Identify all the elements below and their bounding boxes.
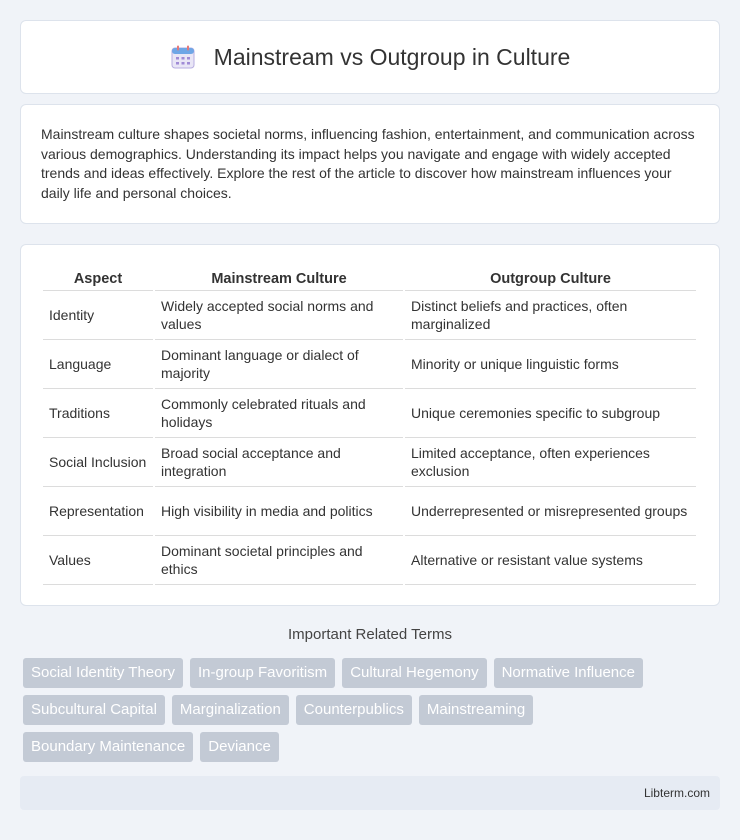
table-cell: Values xyxy=(43,536,153,585)
related-term-tag[interactable]: Boundary Maintenance xyxy=(23,732,193,762)
table-header-row xyxy=(43,265,696,291)
table-cell: Distinct beliefs and practices, often marginalized xyxy=(405,291,696,340)
table-row xyxy=(43,340,696,389)
table-cell: Language xyxy=(43,340,153,389)
header-card xyxy=(20,20,720,94)
table-cell: Underrepresented or misrepresented groups xyxy=(405,487,696,536)
related-term-tag[interactable]: Counterpublics xyxy=(296,695,412,725)
table-cell: Widely accepted social norms and values xyxy=(155,291,403,340)
table-cell: Limited acceptance, often experiences exclusion xyxy=(405,438,696,487)
related-term-tag[interactable]: Deviance xyxy=(200,732,279,762)
comparison-table xyxy=(41,265,698,585)
table-row xyxy=(43,487,696,536)
intro-card xyxy=(20,104,720,224)
column-header: Mainstream Culture xyxy=(155,265,403,291)
table-cell: Traditions xyxy=(43,389,153,438)
related-term-tag[interactable]: Marginalization xyxy=(172,695,289,725)
table-row xyxy=(43,536,696,585)
related-term-tag[interactable]: Social Identity Theory xyxy=(23,658,183,688)
table-row xyxy=(43,389,696,438)
table-cell: Dominant societal principles and ethics xyxy=(155,536,403,585)
related-term-tag[interactable]: Mainstreaming xyxy=(419,695,533,725)
table-cell: Identity xyxy=(43,291,153,340)
table-cell: Dominant language or dialect of majority xyxy=(155,340,403,389)
table-row xyxy=(43,438,696,487)
related-terms-list xyxy=(23,658,713,769)
table-cell: Unique ceremonies specific to subgroup xyxy=(405,389,696,438)
table-cell: Social Inclusion xyxy=(43,438,153,487)
footer-site-link[interactable]: Libterm.com xyxy=(643,786,710,800)
related-term-tag[interactable]: Subcultural Capital xyxy=(23,695,165,725)
calendar-icon xyxy=(170,44,196,70)
table-cell: Representation xyxy=(43,487,153,536)
table-cell: Alternative or resistant value systems xyxy=(405,536,696,585)
related-terms-title: Important Related Terms xyxy=(288,626,452,643)
table-cell: Commonly celebrated rituals and holidays xyxy=(155,389,403,438)
table-row xyxy=(43,291,696,340)
related-term-tag[interactable]: Cultural Hegemony xyxy=(342,658,486,688)
column-header: Outgroup Culture xyxy=(405,265,696,291)
page-title: Mainstream vs Outgroup in Culture xyxy=(213,43,571,70)
column-header: Aspect xyxy=(43,265,153,291)
table-cell: Minority or unique linguistic forms xyxy=(405,340,696,389)
intro-text: Mainstream culture shapes societal norms, influencing fashion, entertainment, and communication across various demographics. Understanding its impact helps you navigate and engage with widely accepted trends and ideas effectively. Explore the rest of the article to discover how mainstream influences your daily life and personal choices. xyxy=(41,126,695,201)
footer xyxy=(20,776,720,810)
related-term-tag[interactable]: In-group Favoritism xyxy=(190,658,335,688)
table-cell: High visibility in media and politics xyxy=(155,487,403,536)
related-term-tag[interactable]: Normative Influence xyxy=(494,658,643,688)
table-cell: Broad social acceptance and integration xyxy=(155,438,403,487)
comparison-table-card xyxy=(20,244,720,606)
